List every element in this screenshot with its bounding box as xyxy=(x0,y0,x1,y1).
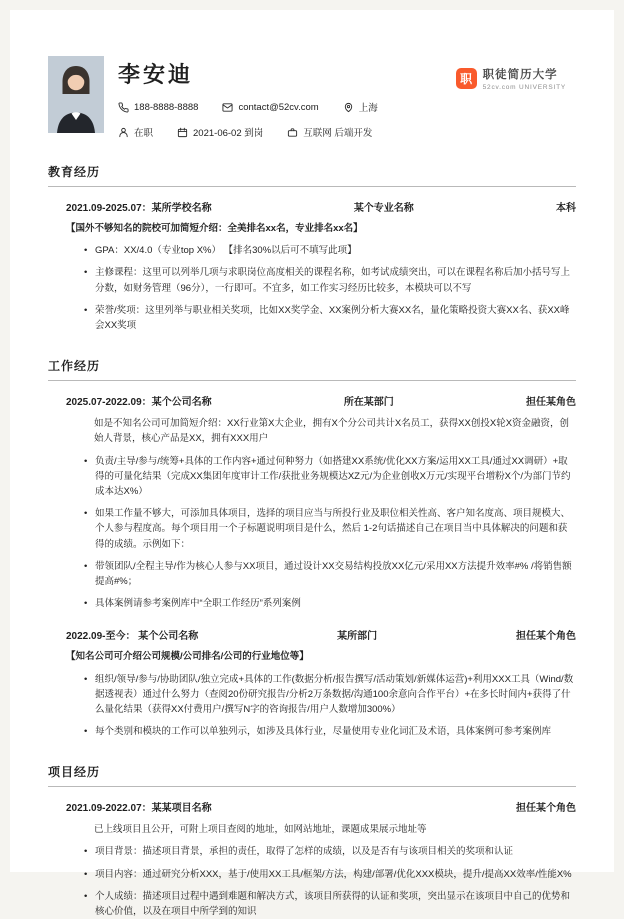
status-text: 在职 xyxy=(134,128,154,139)
phone-icon xyxy=(118,102,129,113)
work-entry-2 xyxy=(48,627,576,739)
section-title-project: 项目经历 xyxy=(48,763,576,787)
contact-location xyxy=(343,100,378,114)
bullet-item: • 荣誉/奖项：这里列举与职业相关奖项，比如XX奖学金、XX案例分析大赛XX名，量化策略投资大赛XX名、获XX峰会XX奖项 xyxy=(84,303,576,333)
section-work xyxy=(48,357,576,739)
work-2-note: 【知名公司可介绍公司规模/公司排名/公司的行业地位等】 xyxy=(66,651,309,663)
person-icon xyxy=(118,127,129,138)
avatar xyxy=(48,56,104,133)
section-education xyxy=(48,163,576,333)
section-title-education: 教育经历 xyxy=(48,163,576,187)
contact-phone xyxy=(118,102,198,113)
logo-text xyxy=(483,66,566,91)
education-note: 【国外不够知名的院校可加简短介绍：全美排名xx名，专业排名xx名】 xyxy=(66,223,363,234)
calendar-icon xyxy=(177,127,188,138)
bullet-item: • 个人成绩：描述项目过程中遇到难题和解决方式，该项目所获得的认证和奖项，突出显示在该项目中自己的优势和核心价值，以及在项目中所学到的知识 xyxy=(84,889,576,919)
work-1-intro: 如是不知名公司可加简短介绍：XX行业第X大企业，拥有X个分公司共计X名员工，获得XX创投X轮X资金融资，创始人背景，核心产品是XX，拥有XXX用户 xyxy=(94,418,570,445)
education-degree: 本科 xyxy=(556,203,576,214)
work-entry-1 xyxy=(48,393,576,611)
education-entry xyxy=(48,199,576,333)
project-bullets xyxy=(66,844,576,919)
bullet-item: • 主修课程：这里可以列举几项与求职岗位高度相关的课程名称，如考试成绩突出，可以在课程名称后加小括号写上分数，如财务管理（96分），一行即可。不宜多，如工作实习经历比较多，本模块可以不写 xyxy=(84,265,576,295)
bullet-item: • 具体案例请参考案例库中“全职工作经历”系列案例 xyxy=(84,596,576,611)
work-2-period-company: 2022.09-至今： 某个公司名称 xyxy=(66,631,199,643)
contact-row-2 xyxy=(118,125,576,139)
work-1-role: 担任某角色 xyxy=(526,397,576,409)
avatar-photo xyxy=(48,56,104,133)
contact-availability xyxy=(177,125,263,139)
location-text: 上海 xyxy=(358,103,378,114)
header xyxy=(48,56,576,139)
brand-logo xyxy=(456,66,566,91)
email-icon xyxy=(222,102,233,113)
logo-title: 职徒简历大学 xyxy=(482,69,558,81)
work-entry-1-head xyxy=(66,393,576,408)
bullet-item: • GPA：XX/4.0（专业top X%） 【排名30%以后可不填写此项】 xyxy=(84,243,576,258)
project-intro: 已上线项目且公开，可附上项目查阅的地址，如网站地址，课题成果展示地址等 xyxy=(94,824,427,836)
bullet-item: • 项目内容：通过研究分析XXX，基于/使用XX工具/框架/方法，构建/部署/优化XXX模块，提升/提高XX效率/性能X% xyxy=(84,867,576,882)
email-text: contact@52cv.com xyxy=(238,101,319,113)
project-role: 担任某个角色 xyxy=(516,803,576,815)
target-job-text: 互联网 后端开发 xyxy=(303,128,373,139)
bullet-item: • 带领团队/全程主导/作为核心人参与XX项目，通过设计XX交易结构投放XX亿元/采用XX方法提升效率#% /将销售额提高#%； xyxy=(84,559,576,589)
contact-email xyxy=(222,102,318,113)
candidate-name: 李安迪 xyxy=(118,62,194,87)
briefcase-icon xyxy=(287,127,298,138)
work-2-department: 某所部门 xyxy=(337,631,378,643)
section-project xyxy=(48,763,576,919)
work-2-role: 担任某个角色 xyxy=(516,631,576,643)
work-entry-2-head xyxy=(66,627,576,642)
section-title-work: 工作经历 xyxy=(48,357,576,381)
project-entry xyxy=(48,799,576,919)
work-1-period-company: 2025.07-2022.09：某个公司名称 xyxy=(66,397,212,409)
logo-icon: 职 xyxy=(456,68,477,89)
bullet-item: • 项目背景：描述项目背景，承担的责任，取得了怎样的成绩，以及是否有与该项目相关的奖项和认证 xyxy=(84,844,576,859)
bullet-item: • 组织/领导/参与/协助团队/独立完成+具体的工作(数据分析/报告撰写/活动策划/新媒体运营)+利用XXX工具（Wind/数据透视表）通过什么努力（查阅20份研究报告/分析2万条数据/沟通100余意向合作平台）+在多长时间内+获得了什么量化结果（获得XX付费用户/撰写N字的咨询报告/用户人数增加300%） xyxy=(84,672,576,718)
logo-subtitle: 52cv.com UNIVERSITY xyxy=(482,84,566,91)
location-icon xyxy=(343,102,354,113)
phone-text: 188-8888-8888 xyxy=(134,101,199,113)
education-bullets xyxy=(66,243,576,333)
work-1-department: 所在某部门 xyxy=(343,397,394,409)
availability-text: 2021-06-02 到岗 xyxy=(193,128,264,139)
project-period-name: 2021.09-2022.07：某某项目名称 xyxy=(66,803,212,815)
contact-row-1 xyxy=(118,100,576,114)
education-entry-head xyxy=(66,199,576,214)
project-entry-head xyxy=(66,799,576,814)
bullet-item: • 如果工作量不够大，可添加具体项目，选择的项目应当与所投行业及职位相关性高、客户知名度高、项目规模大、个人参与程度高。每个项目用一个子标题说明项目是什么，然后 1-2句话描述自己在项目当中具体解决的问题和获得的成绩。示例如下： xyxy=(84,506,576,552)
contact-target-job xyxy=(287,125,372,139)
contact-status xyxy=(118,125,153,139)
education-major: 某个专业名称 xyxy=(353,203,414,214)
bullet-item: • 每个类别和模块的工作可以单独列示，如涉及具体行业，尽量使用专业化词汇及术语，具体案例可参考案例库 xyxy=(84,724,576,739)
education-period-school: 2021.09-2025.07：某所学校名称 xyxy=(66,203,212,214)
work-1-bullets xyxy=(66,454,576,612)
work-2-bullets xyxy=(66,672,576,740)
bullet-item: • 负责/主导/参与/统筹+具体的工作内容+通过何种努力（如搭建XX系统/优化XX方案/运用XX工具/通过XX调研）+取得的可量化结果（完成XX集团年度审计工作/获批业务规模达XZ元/为企业创收X万元/实现平台增粉X个/为部门节约成本达X%） xyxy=(84,454,576,500)
